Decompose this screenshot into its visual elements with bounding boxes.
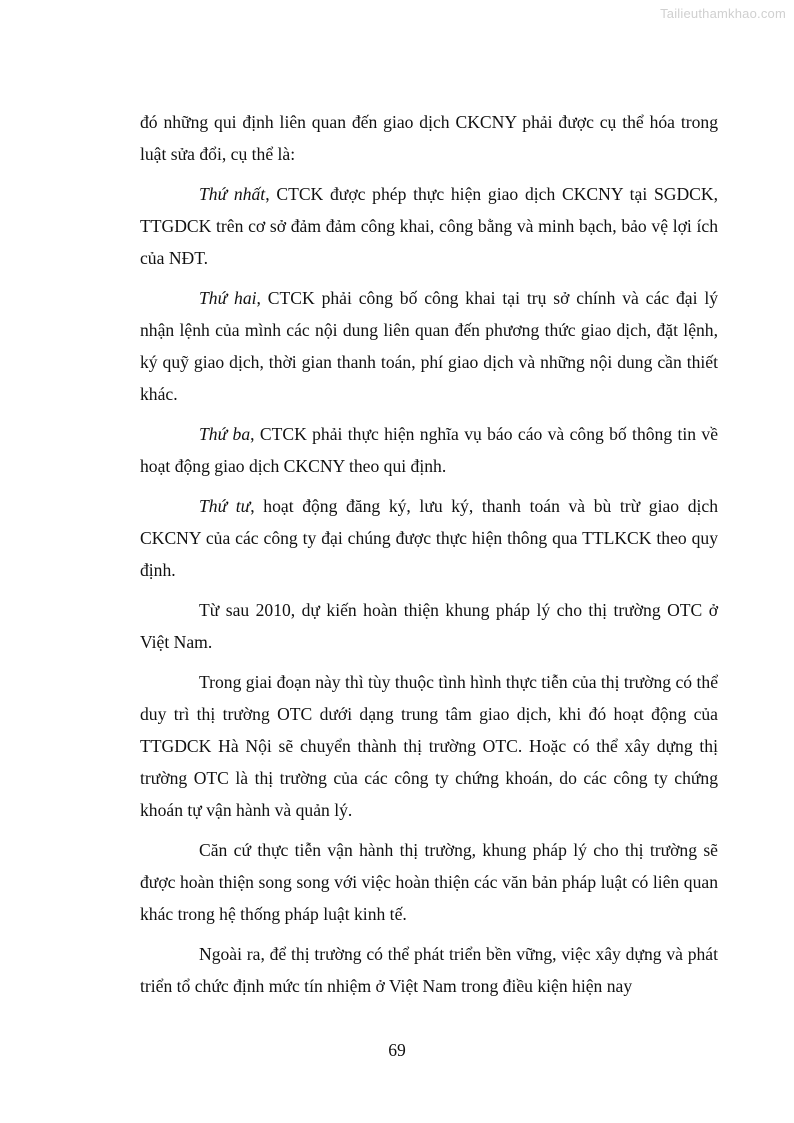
paragraph-text: Từ sau 2010, dự kiến hoàn thiện khung pháp lý cho thị trường OTC ở Việt Nam. [140, 600, 718, 652]
paragraph-text: , hoạt động đăng ký, lưu ký, thanh toán và bù trừ giao dịch CKCNY của các công ty đại chúng được thực hiện thông qua TTLKCK theo quy định. [140, 496, 718, 580]
paragraph-lead: Thứ hai [199, 288, 257, 308]
paragraph-thu-ba [140, 418, 718, 482]
paragraph-text: đó những qui định liên quan đến giao dịch CKCNY phải được cụ thể hóa trong luật sửa đổi, cụ thể là: [140, 112, 718, 164]
paragraph-continuation [140, 106, 718, 170]
paragraph-thu-nhat [140, 178, 718, 274]
paragraph-lead: Thứ ba [199, 424, 251, 444]
paragraph-tu-sau-2010 [140, 594, 718, 658]
paragraph-text: , CTCK phải thực hiện nghĩa vụ báo cáo và công bố thông tin về hoạt động giao dịch CKCNY theo qui định. [140, 424, 719, 476]
paragraph-can-cu [140, 834, 718, 930]
page-number: 69 [388, 1040, 406, 1060]
watermark: Tailieuthamkhao.com [660, 6, 786, 21]
paragraph-lead: Thứ tư [199, 496, 251, 516]
paragraph-giai-doan [140, 666, 718, 826]
paragraph-thu-tu [140, 490, 718, 586]
paragraph-text: , CTCK phải công bố công khai tại trụ sở chính và các đại lý nhận lệnh của mình các nội dung liên quan đến phương thức giao dịch, đặt lệnh, ký quỹ giao dịch, thời gian thanh toán, phí giao dịch và những nội dung cần thiết khác. [140, 288, 719, 404]
paragraph-text: Ngoài ra, để thị trường có thể phát triển bền vững, việc xây dựng và phát triển tổ chức định mức tín nhiệm ở Việt Nam trong điều kiện hiện nay [140, 944, 718, 996]
paragraph-text: , CTCK được phép thực hiện giao dịch CKCNY tại SGDCK, TTGDCK trên cơ sở đảm đảm công khai, công bằng và minh bạch, bảo vệ lợi ích của NĐT. [140, 184, 719, 268]
document-body [140, 106, 718, 1010]
paragraph-text: Căn cứ thực tiễn vận hành thị trường, khung pháp lý cho thị trường sẽ được hoàn thiện song song với việc hoàn thiện các văn bản pháp luật có liên quan khác trong hệ thống pháp luật kinh tế. [140, 840, 718, 924]
paragraph-thu-hai [140, 282, 718, 410]
paragraph-ngoai-ra [140, 938, 718, 1002]
paragraph-lead: Thứ nhất [199, 184, 266, 204]
paragraph-text: Trong giai đoạn này thì tùy thuộc tình hình thực tiễn của thị trường có thể duy trì thị trường OTC dưới dạng trung tâm giao dịch, khi đó hoạt động của TTGDCK Hà Nội sẽ chuyển thành thị trường OTC. Hoặc có thể xây dựng thị trường OTC là thị trường của các công ty chứng khoán, do các công ty chứng khoán tự vận hành và quản lý. [140, 672, 718, 820]
